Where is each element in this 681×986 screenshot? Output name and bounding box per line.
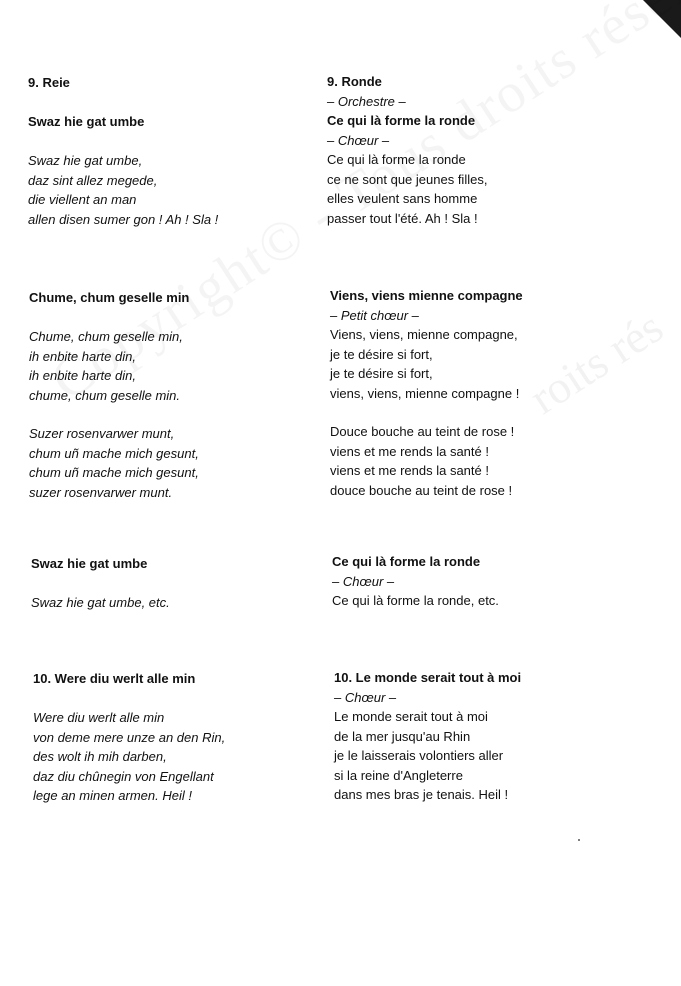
left-section-reie	[28, 73, 218, 229]
verse-line: viens et me rends la santé !	[330, 443, 489, 459]
verse-line: chum uñ mache mich gesunt,	[29, 465, 199, 480]
song-heading: Chume, chum geselle min	[29, 290, 190, 305]
verse-line: je te désire si fort,	[330, 346, 433, 362]
verse-line: douce bouche au teint de rose !	[330, 482, 513, 498]
verse-line: daz diu chûnegin von Engellant	[33, 768, 214, 784]
right-section-ronde	[327, 72, 487, 228]
performer-note: – Petit chœur –	[330, 307, 419, 323]
performer-note: – Chœur –	[327, 132, 390, 148]
verse-line: Douce bouche au teint de rose !	[330, 424, 515, 439]
verse-line: de la mer jusqu'au Rhin	[334, 728, 471, 744]
verse-line: viens, viens, mienne compagne !	[330, 385, 520, 401]
verse-line: ce ne sont que jeunes filles,	[327, 171, 488, 187]
left-section-swaz-repeat	[31, 554, 170, 613]
verse-line: allen disen sumer gon ! Ah ! Sla !	[28, 211, 219, 227]
verse-line: je te désire si fort,	[330, 366, 433, 381]
right-section-viens	[330, 286, 523, 500]
right-section-le-monde	[334, 668, 521, 805]
verse-line: des wolt ih mih darben,	[33, 749, 167, 764]
song-heading: Ce qui là forme la ronde	[332, 554, 481, 569]
performer-note: – Chœur –	[334, 689, 397, 705]
song-heading: Viens, viens mienne compagne	[330, 288, 523, 303]
song-heading: Swaz hie gat umbe	[28, 114, 145, 129]
verse-line: Le monde serait tout à moi	[334, 709, 488, 724]
verse-line: suzer rosenvarwer munt.	[29, 484, 173, 500]
left-section-chume	[29, 288, 199, 502]
performer-note: – Orchestre –	[327, 93, 406, 109]
verse-line: chum uñ mache mich gesunt,	[29, 445, 199, 461]
verse-line: Ce qui là forme la ronde	[327, 152, 466, 167]
song-heading: Swaz hie gat umbe	[31, 556, 148, 571]
verse-line: Swaz hie gat umbe, etc.	[31, 595, 170, 610]
speck	[578, 839, 580, 841]
verse-line: Viens, viens, mienne compagne,	[330, 327, 518, 342]
verse-line: viens et me rends la santé !	[330, 463, 489, 478]
verse-line: lege an minen armen. Heil !	[33, 788, 192, 803]
right-section-ronde-repeat	[332, 552, 499, 611]
left-section-were-diu	[33, 669, 225, 806]
page-corner-fold	[643, 0, 681, 38]
verse-line: von deme mere unze an den Rin,	[33, 729, 226, 745]
verse-line: si la reine d'Angleterre	[334, 767, 463, 783]
verse-line: Ce qui là forme la ronde, etc.	[332, 593, 499, 608]
verse-line: Swaz hie gat umbe,	[28, 153, 143, 168]
verse-line: dans mes bras je tenais. Heil !	[334, 787, 509, 802]
verse-line: Suzer rosenvarwer munt,	[29, 426, 175, 441]
verse-line: daz sint allez megede,	[28, 172, 158, 188]
verse-line: Chume, chum geselle min,	[29, 329, 183, 344]
verse-line: elles veulent sans homme	[327, 191, 478, 206]
verse-line: passer tout l'été. Ah ! Sla !	[327, 210, 478, 226]
verse-line: chume, chum geselle min.	[29, 387, 181, 403]
performer-note: – Chœur –	[332, 573, 395, 589]
verse-line: ih enbite harte din,	[29, 368, 136, 383]
section-number: 9. Reie	[28, 75, 70, 90]
copyright-watermark-fragment: roits rés	[520, 300, 672, 424]
verse-line: ih enbite harte din,	[29, 348, 136, 364]
verse-line: die viellent an man	[28, 192, 137, 207]
section-number: 9. Ronde	[327, 74, 382, 89]
verse-line: Were diu werlt alle min	[33, 710, 165, 725]
song-heading: 10. Le monde serait tout à moi	[334, 670, 522, 685]
verse-line: je le laisserais volontiers aller	[334, 748, 504, 763]
song-heading: 10. Were diu werlt alle min	[33, 671, 196, 686]
song-heading: Ce qui là forme la ronde	[327, 113, 476, 128]
